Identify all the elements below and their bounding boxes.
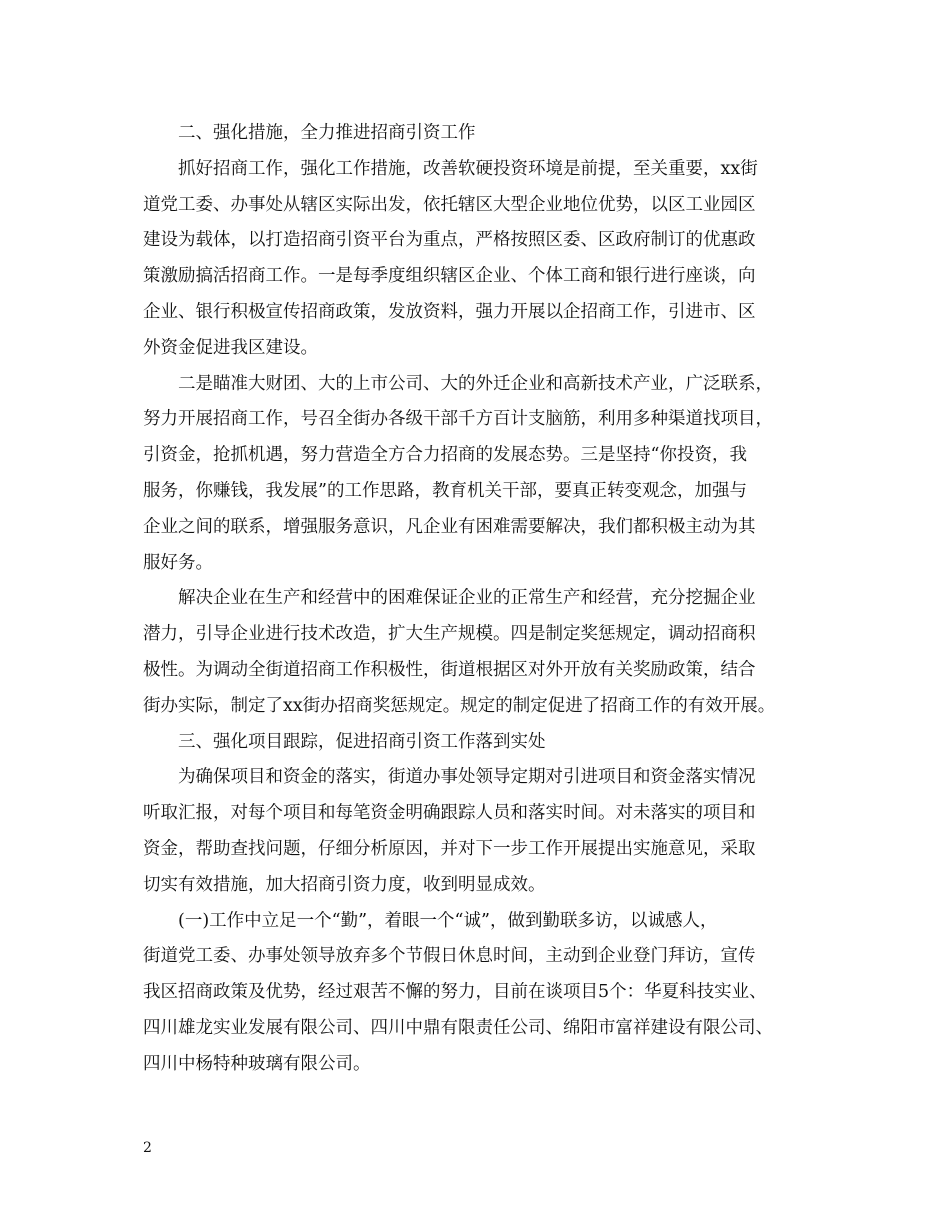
- text-line: 二是瞄准大财团、大的上市公司、大的外迁企业和高新技术产业，广泛联系，: [178, 373, 773, 394]
- text-line: 资金，帮助查找问题，仔细分析原因，并对下一步工作开展提出实施意见，采取: [143, 838, 756, 859]
- text-line: 道党工委、办事处从辖区实际出发，依托辖区大型企业地位优势，以区工业园区: [143, 194, 756, 215]
- text-line: 策激励搞活招商工作。一是每季度组织辖区企业、个体工商和银行进行座谈，向: [143, 266, 756, 287]
- text-line: 抓好招商工作，强化工作措施，改善软硬投资环境是前提，至关重要，xx街: [178, 158, 758, 179]
- text-line: 极性。为调动全街道招商工作积极性，街道根据区对外开放有关奖励政策，结合: [143, 659, 756, 680]
- text-line: 企业、银行积极宣传招商政策，发放资料，强力开展以企招商工作，引进市、区: [143, 301, 756, 322]
- text-line: 引资金，抢抓机遇，努力营造全方合力招商的发展态势。三是坚持“你投资，我: [143, 445, 747, 466]
- text-line: 外资金促进我区建设。: [143, 337, 318, 358]
- text-line: 服务，你赚钱，我发展”的工作思路，教育机关干部，要真正转变观念，加强与: [143, 480, 747, 501]
- text-line: 潜力，引导企业进行技术改造，扩大生产规模。四是制定奖惩规定，调动招商积: [143, 624, 756, 645]
- text-line: 解决企业在生产和经营中的困难保证企业的正常生产和经营，充分挖掘企业: [178, 588, 756, 609]
- document-body: [143, 116, 823, 1083]
- text-line: 为确保项目和资金的落实，街道办事处领导定期对引进项目和资金落实情况: [178, 767, 756, 788]
- text-line: 四川中杨特种玻璃有限公司。: [143, 1053, 371, 1074]
- text-line: 四川雄龙实业发展有限公司、四川中鼎有限责任公司、绵阳市富祥建设有限公司、: [143, 1017, 773, 1038]
- text-line: 三、强化项目跟踪，促进招商引资工作落到实处: [178, 731, 546, 752]
- text-line: (一)工作中立足一个“勤”，着眼一个“诚”，做到勤联多访，以诚感人，: [178, 910, 718, 931]
- text-line: 街道党工委、办事处领导放弃多个节假日休息时间，主动到企业登门拜访，宣传: [143, 946, 756, 967]
- text-line: 努力开展招商工作，号召全街办各级干部千方百计支脑筋，利用多种渠道找项目，: [143, 409, 773, 430]
- text-line: 切实有效措施，加大招商引资力度，收到明显成效。: [143, 874, 546, 895]
- text-line: 听取汇报，对每个项目和每笔资金明确跟踪人员和落实时间。对未落实的项目和: [143, 803, 756, 824]
- text-line: 我区招商政策及优势，经过艰苦不懈的努力，目前在谈项目5个：华夏科技实业、: [143, 982, 767, 1003]
- text-line: 街办实际，制定了xx街办招商奖惩规定。规定的制定促进了招商工作的有效开展。: [143, 695, 776, 716]
- text-line: 建设为载体，以打造招商引资平台为重点，严格按照区委、区政府制订的优惠政: [143, 230, 756, 251]
- text-line: 企业之间的联系，增强服务意识，凡企业有困难需要解决，我们都积极主动为其: [143, 516, 756, 537]
- text-line: 二、强化措施，全力推进招商引资工作: [178, 123, 476, 143]
- page-number: 2: [143, 1140, 152, 1156]
- text-line: 服好务。: [143, 552, 213, 573]
